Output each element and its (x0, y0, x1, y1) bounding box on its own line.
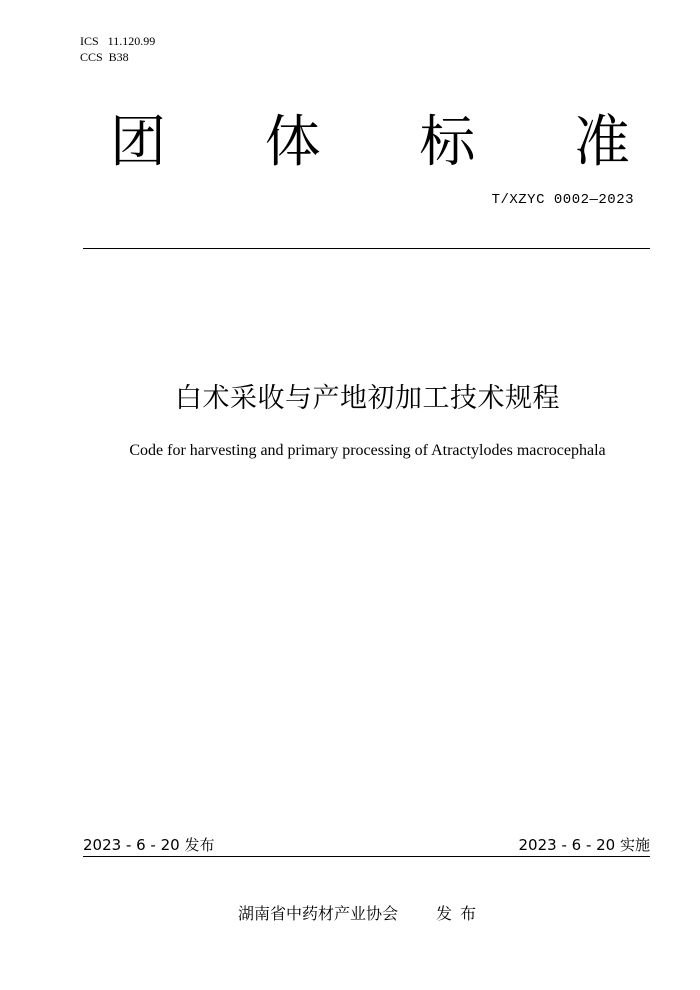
standard-type-char: 标 (419, 110, 476, 175)
footer-divider (83, 856, 650, 857)
standard-type-char: 体 (264, 110, 321, 175)
ics-code: ICS 11.120.99 (80, 34, 156, 48)
standard-type-title (110, 108, 630, 178)
ccs-code: CCS B38 (80, 50, 129, 64)
implement-date: 2023 - 6 - 20 实施 (518, 836, 650, 854)
standard-number: T/XZYC 0002—2023 (491, 192, 634, 208)
header-divider (83, 248, 650, 249)
document-title-chinese: 白术采收与产地初加工技术规程 (175, 383, 560, 414)
publish-date: 2023 - 6 - 20 发布 (83, 836, 215, 854)
standard-type-char: 团 (110, 110, 166, 175)
standard-type-char: 准 (573, 110, 630, 175)
issue-label: 发布 (436, 904, 485, 923)
issuing-organization: 湖南省中药材产业协会 (238, 904, 399, 923)
document-title-english: Code for harvesting and primary processing of Atractylodes macrocephala (129, 442, 606, 459)
